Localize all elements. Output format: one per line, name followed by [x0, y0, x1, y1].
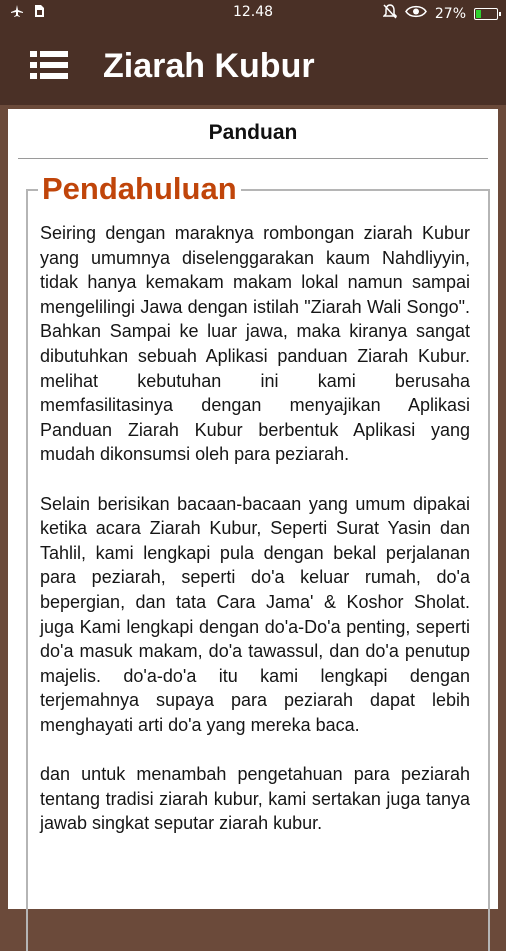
- paragraph: Selain berisikan bacaan-bacaan yang umum dipakai ketika acara Ziarah Kubur, Seperti Surat Yasin dan Tahlil, kami lengkapi pula dengan bekal perjalanan para peziarah, seperti do'a keluar rumah, do'a bepergian, dan tata Cara Jama' & Koshor Sholat. juga Kami lengkapi dengan do'a-Do'a penting, seperti do'a masuk makam, do'a tawassul, dan do'a penutup majelis. do'a-do'a itu kami lengkapi dengan terjemahnya supaya para peziarah dapat lebih menghayati arti do'a yang mereka baca.: [40, 493, 470, 735]
- app-bar: [0, 25, 506, 105]
- paragraph: Seiring dengan maraknya rombongan ziarah Kubur yang umumnya diselenggarakan kaum Nahdliyyin, tidak hanya kemakam makam lokal namun sampai mengelilingi Jawa dengan istilah "Ziarah Wali Songo". Bahkan Sampai ke luar jawa, maka kiranya sangat dibutuhkan sebuah Aplikasi panduan Ziarah Kubur. melihat kebutuhan ini kami berusaha memfasilitasinya dengan menyajikan Aplikasi Panduan Ziarah Kubur berbentuk Aplikasi yang mudah dikonsumsi oleh para peziarah.: [40, 223, 470, 465]
- menu-button[interactable]: [30, 49, 68, 81]
- status-time: 12.48: [232, 4, 274, 20]
- page-title: Panduan: [208, 121, 298, 144]
- section-title: Pendahuluan: [38, 171, 241, 207]
- status-bar: [0, 0, 506, 25]
- content-card: [8, 109, 498, 909]
- paragraph: dan untuk menambah pengetahuan para peziarah tentang tradisi ziarah kubur, kami sertakan juga tanya jawab singkat seputar ziarah kubur.: [40, 764, 470, 834]
- section-box: [26, 171, 490, 951]
- status-right-icons: [383, 4, 498, 23]
- section-content: [40, 221, 470, 860]
- eye-icon: [405, 5, 427, 22]
- app-title: Ziarah Kubur: [103, 47, 315, 85]
- bell-off-icon: [383, 4, 397, 23]
- list-menu-icon: [30, 49, 68, 81]
- battery-charging-icon: [474, 8, 498, 20]
- battery-percent: 27%: [434, 5, 466, 22]
- header-divider: [18, 158, 488, 159]
